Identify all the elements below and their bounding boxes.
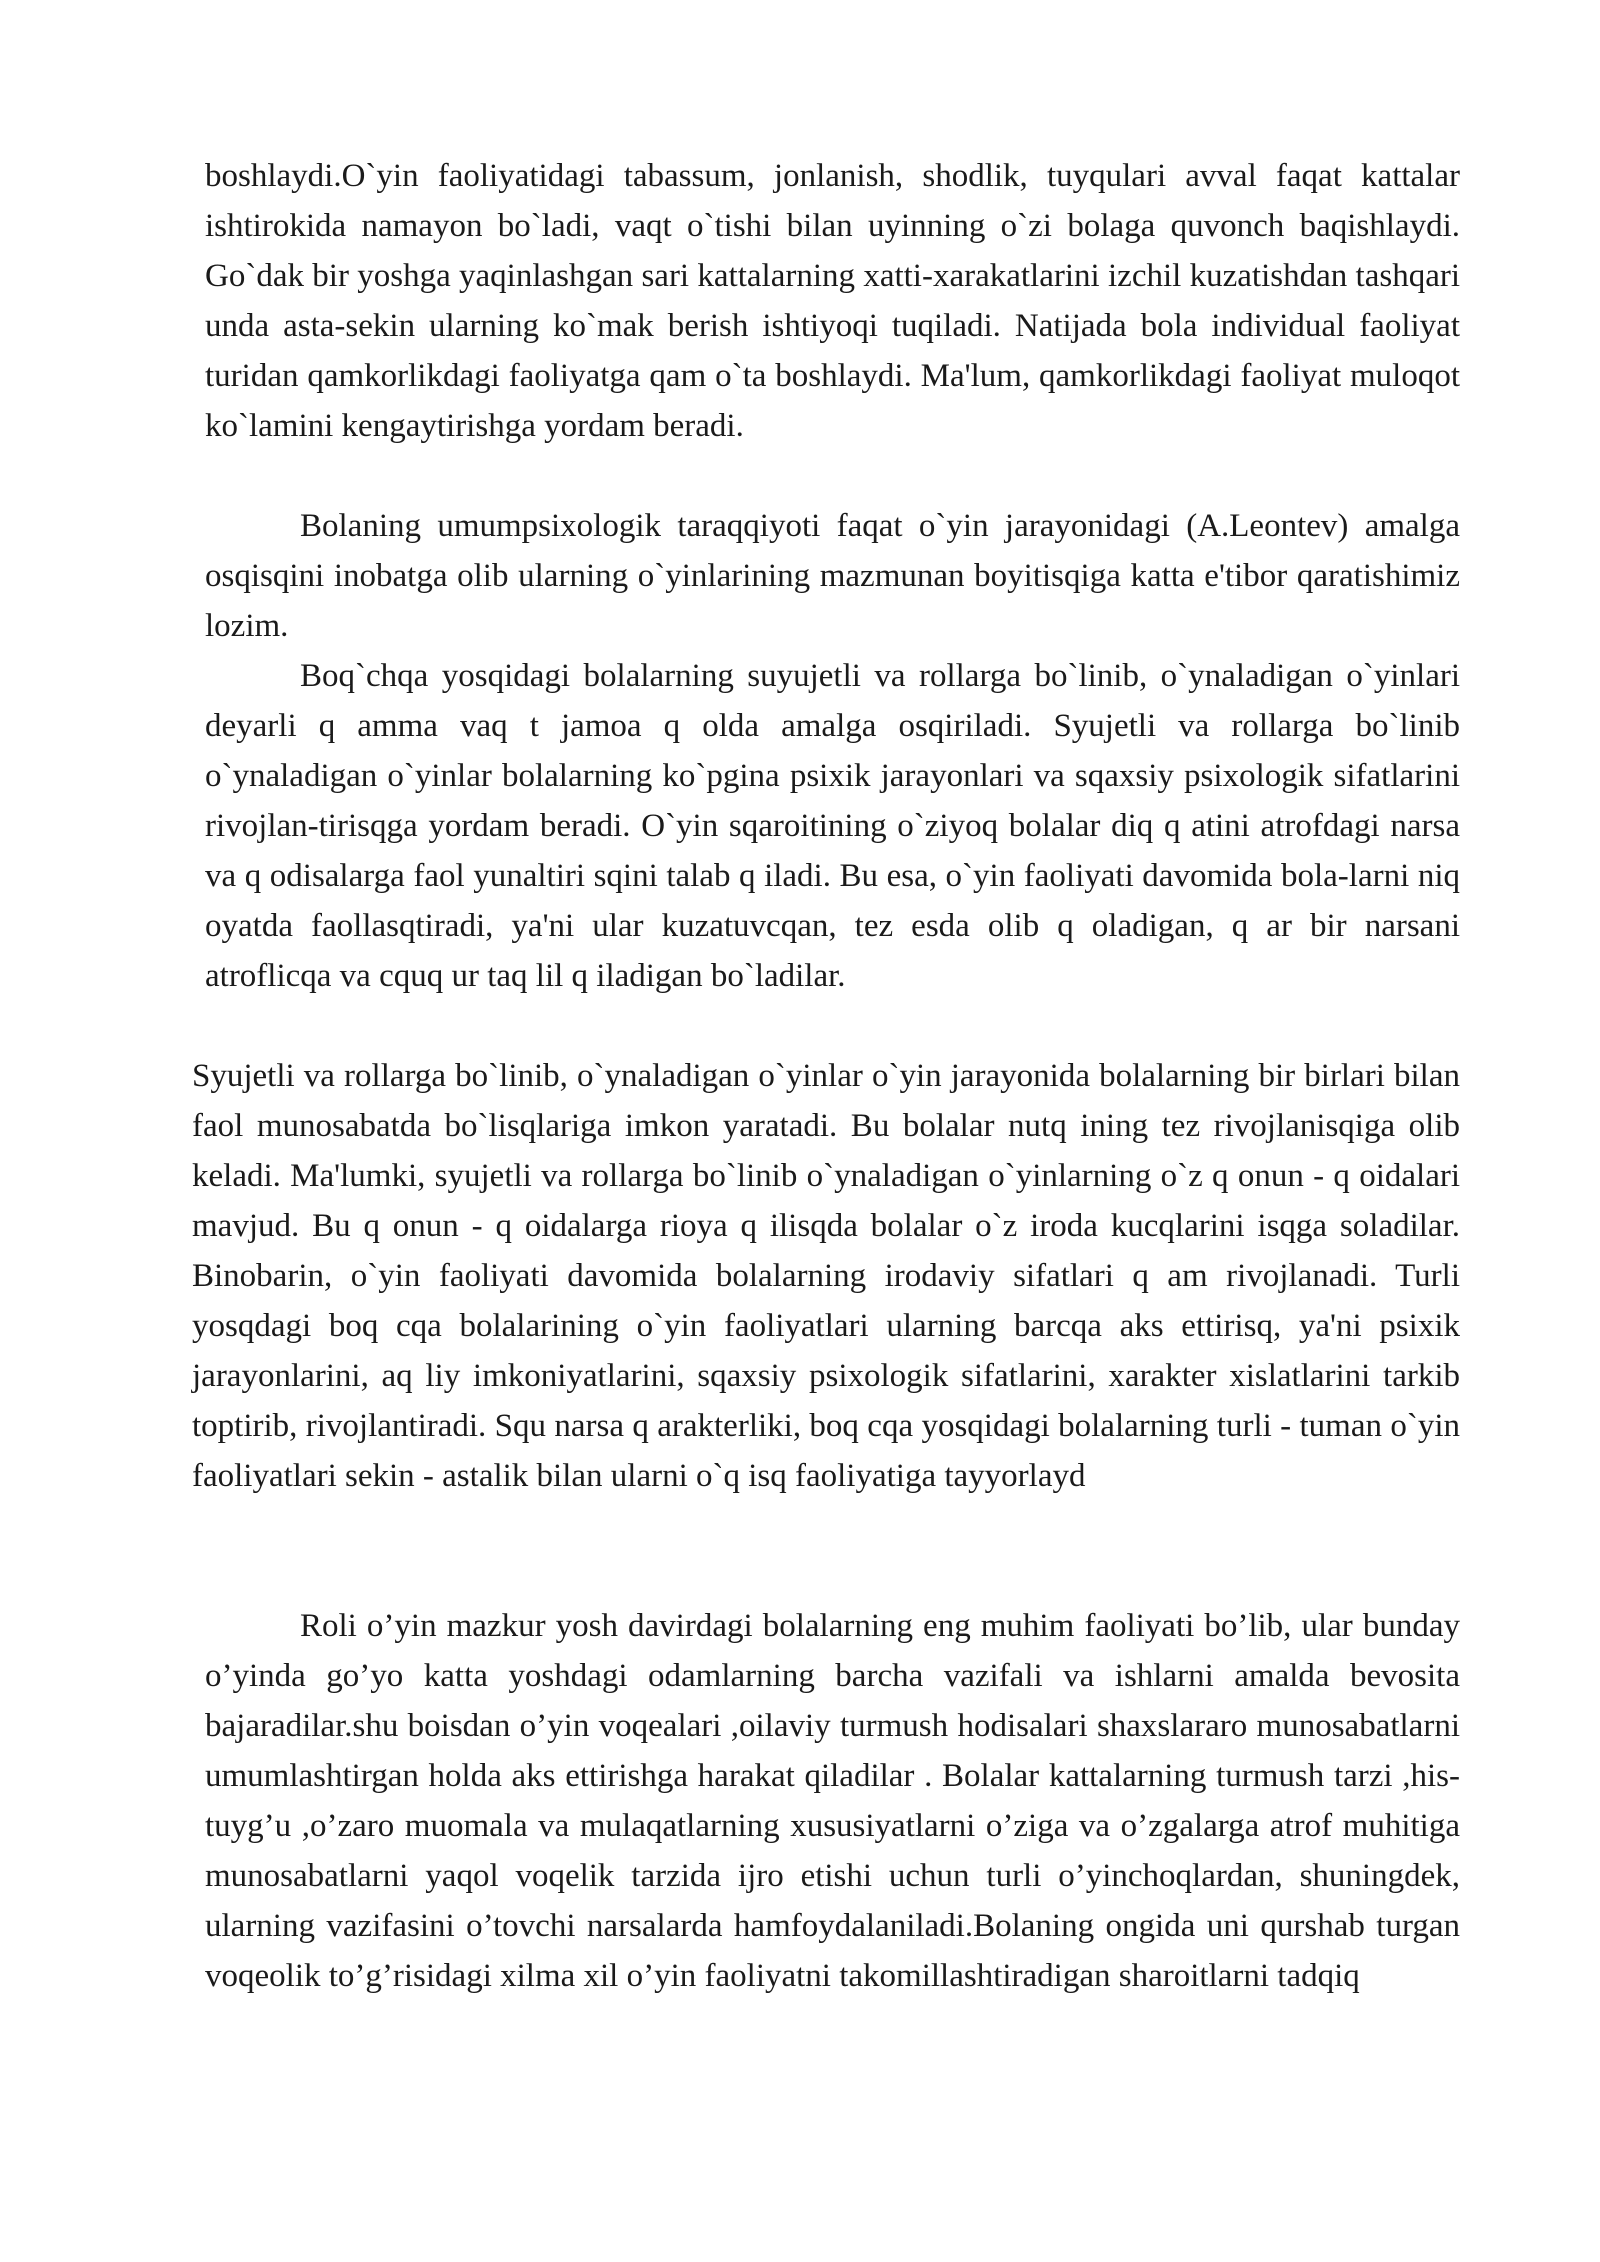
paragraph-5: Roli o’yin mazkur yosh davirdagi bolalarning eng muhim faoliyati bo’lib, ular bunday o’yinda go’yo katta yoshdagi odamlarning barcha vazifali va ishlarni amalda bevosita bajaradilar.shu boisdan o’yin voqealari ,oilaviy turmush hodisalari shaxslararo munosabatlarni umumlashtirgan holda aks ettirishga harakat qiladilar . Bolalar kattalarning turmush tarzi ,his-tuyg’u ,o’zaro muomala va mulaqatlarning xususiyatlarni o’ziga va o’zgalarga atrof muhitiga munosabatlarni yaqol voqelik tarzida ijro etishi uchun turli o’yinchoqlardan, shuningdek, ularning vazifasini o’tovchi narsalarda hamfoydalaniladi.Bolaning ongida uni qurshab turgan voqeolik to’g’risidagi xilma xil o’yin faoliyatni takomillashtiradigan sharoitlarni tadqiq [205, 1608, 1460, 1994]
paragraph-4: Syujetli va rollarga bo`linib, o`ynaladigan o`yinlar o`yin jarayonida bolalarning bir birlari bilan faol munosabatda bo`lisqlariga imkon yaratadi. Bu bolalar nutq ining tez rivojlanisqiga olib keladi. Ma'lumki, syujetli va rollarga bo`linib o`ynaladigan o`yinlarning o`z q onun - q oidalari mavjud. Bu q onun - q oidalarga rioya q ilisqda bolalar o`z iroda kucqlarini isqga soladilar. Binobarin, o`yin faoliyati davomida bolalarning irodaviy sifatlari q am rivojlanadi. Turli yosqdagi boq cqa bolalarining o`yin faoliyatlari ularning barcqa aks ettirisq, ya'ni psixik jarayonlarini, aq liy imkoniyatlarini, sqaxsiy psixologik sifatlarini, xarakter xislatlarini tarkib toptirib, rivojlantiradi. Squ narsa q arakterliki, boq cqa yosqidagi bolalarning turli - tuman o`yin faoliyatlari sekin - astalik bilan ularni o`q isq faoliyatiga tayyorlayd [192, 1058, 1460, 1494]
paragraph-1: boshlaydi.O`yin faoliyatidagi tabassum, jonlanish, shodlik, tuyqulari avval faqat kattalar ishtirokida namayon bo`ladi, vaqt o`tishi bilan uyinning o`zi bolaga quvonch baqishlaydi. Go`dak bir yoshga yaqinlashgan sari kattalarning xatti-xarakatlarini izchil kuzatishdan tashqari unda asta-sekin ularning ko`mak berish ishtiyoqi tuqiladi. Natijada bola individual faoliyat turidan qamkorlikdagi faoliyatga qam o`ta boshlaydi. Ma'lum, qamkorlikdagi faoliyat muloqot ko`lamini kengaytirishga yordam beradi. [205, 158, 1460, 444]
paragraph-2: Bolaning umumpsixologik taraqqiyoti faqat o`yin jarayonidagi (A.Leontev) amalga osqisqini inobatga olib ularning o`yinlarining mazmunan boyitisqiga katta e'tibor qaratishimiz lozim. [205, 508, 1460, 644]
paragraph-3: Boq`chqa yosqidagi bolalarning suyujetli va rollarga bo`linib, o`ynaladigan o`yinlari deyarli q amma vaq t jamoa q olda amalga osqiriladi. Syujetli va rollarga bo`linib o`ynaladigan o`yinlar bolalarning ko`pgina psixik jarayonlari va sqaxsiy psixologik sifatlarini rivojlan-tirisqga yordam beradi. O`yin sqaroitining o`ziyoq bolalar diq q atini atrofdagi narsa va q odisalarga faol yunaltiri sqini talab q iladi. Bu esa, o`yin faoliyati davomida bola-larni niq oyatda faollasqtiradi, ya'ni ular kuzatuvcqan, tez esda olib q oladigan, q ar bir narsani atroflicqa va cquq ur taq lil q iladigan bo`ladilar. [205, 658, 1460, 994]
